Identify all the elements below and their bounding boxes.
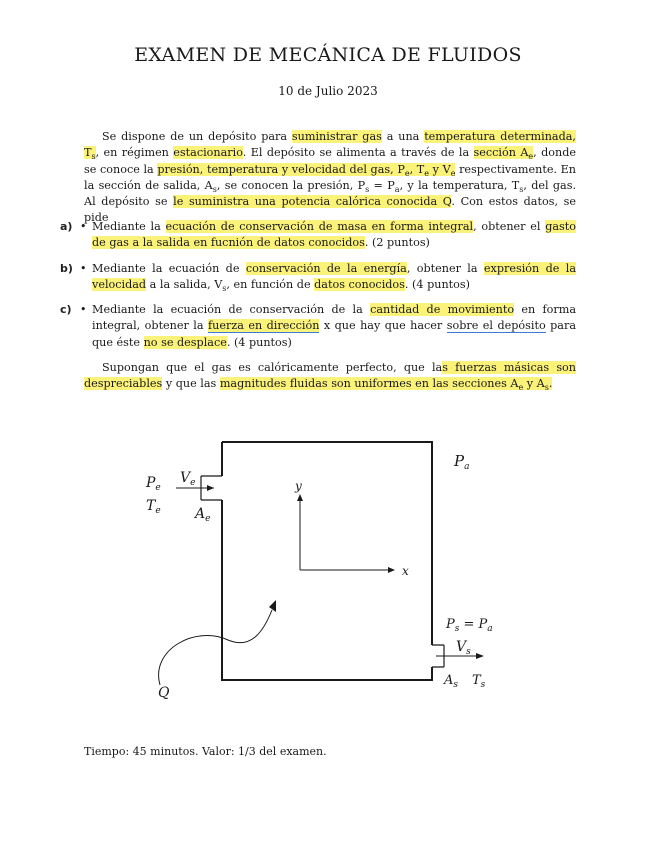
label-ae: $A_e$	[195, 506, 211, 524]
label-q: Q	[158, 685, 170, 701]
question-b: b) • Mediante la ecuación de conservación de la energía, obtener la expresión de la velocidad a la salida, $V_s$, en función de datos conocidos. (4 puntos)	[60, 261, 576, 294]
coordinate-axes	[297, 494, 395, 573]
heat-flux-arrow	[159, 600, 276, 685]
label-ps-pa: $P_s = P_a$	[446, 617, 493, 634]
bullet-icon: •	[80, 220, 87, 233]
label-vs: $V_s$	[456, 639, 471, 657]
handwritten-mark-c: c)	[60, 303, 72, 317]
label-y-axis: y	[295, 479, 302, 493]
label-pe: $P_e$	[146, 475, 161, 493]
handwritten-mark-a: a)	[60, 220, 73, 233]
label-ve: $V_e$	[180, 470, 196, 488]
bullet-icon: •	[80, 303, 87, 317]
question-c: c) • Mediante la ecuación de conservación de la cantidad de movimiento en forma integral, obtener la fuerza en dirección x que hay que hacer sobre el depósito para que éste no se desplace. (4 puntos)	[60, 303, 576, 349]
label-te: $T_e$	[146, 498, 161, 516]
closing-paragraph: Supongan que el gas es calóricamente perfecto, que las fuerzas másicas son despreciables y que las magnitudes fluidas son uniformes en las secciones $A_e$ y $A_s$.	[84, 361, 576, 393]
question-a: a) • Mediante la ecuación de conservación de masa en forma integral, obtener el gasto de gas a la salida en fucnión de datos conocidos. (2 puntos)	[60, 220, 576, 250]
label-ts: $T_s$	[472, 673, 486, 690]
tank-diagram	[0, 420, 656, 720]
label-x-axis: x	[402, 564, 409, 578]
exam-date: 10 de Julio 2023	[278, 84, 378, 98]
exam-title: EXAMEN DE MECÁNICA DE FLUIDOS	[134, 44, 522, 66]
handwritten-mark-b: b)	[60, 261, 73, 275]
question-list	[56, 219, 576, 360]
tank-outline	[201, 442, 444, 680]
footer-note: Tiempo: 45 minutos. Valor: 1/3 del examen.	[84, 745, 327, 758]
bullet-icon: •	[80, 261, 87, 275]
label-as: $A_s$	[444, 673, 459, 690]
intro-paragraph: Se dispone de un depósito para suministrar gas a una temperatura determinada, $T_s$, en régimen estacionario. El depósito se alimenta a través de la sección $A_e$, donde se conoce la presión, temperatura y velocidad del gas, $P_e$, $T_e$ y $V_e$ respectivamente. En la sección de salida, $A_s$, se conocen la presión, $P_s = P_a$, y la temperatura, $T_s$, del gas. Al depósito se le suministra una potencia calórica conocida Q. Con estos datos, se pide	[84, 130, 577, 225]
label-pa: $P_a$	[454, 452, 470, 472]
